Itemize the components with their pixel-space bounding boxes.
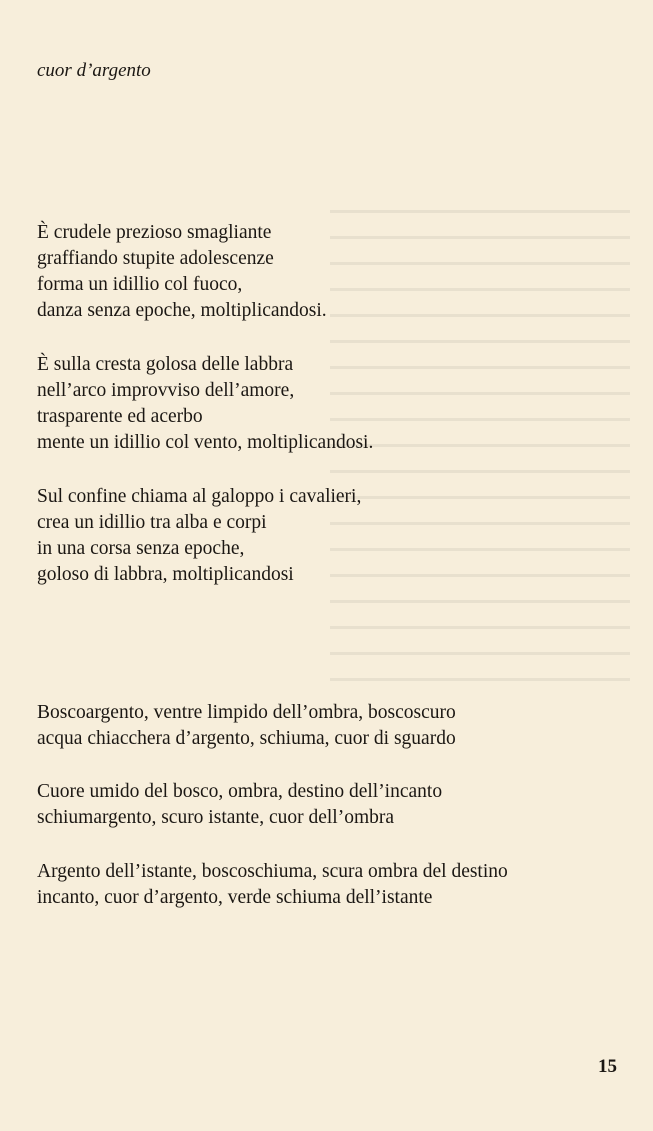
stanza-4 <box>37 700 456 752</box>
poem-line: Cuore umido del bosco, ombra, destino dell’incanto <box>37 781 443 802</box>
poem-line: È crudele prezioso smagliante <box>37 222 272 243</box>
poem-line: goloso di labbra, moltiplicandosi <box>37 564 294 585</box>
poem-line: Sul confine chiama al galoppo i cavalieri, <box>37 486 362 507</box>
poem-line: È sulla cresta golosa delle labbra <box>37 354 294 375</box>
poem-line: crea un idillio tra alba e corpi <box>37 512 267 533</box>
stanza-5 <box>37 779 442 831</box>
poem-line: forma un idillio col fuoco, <box>37 274 243 295</box>
poem-line: acqua chiacchera d’argento, schiuma, cuor di sguardo <box>37 728 456 749</box>
page-number: 15 <box>598 1056 617 1077</box>
poem-line: nell’arco improvviso dell’amore, <box>37 380 295 401</box>
poem-line: in una corsa senza epoche, <box>37 538 245 559</box>
stanza-6 <box>37 859 508 911</box>
running-header: cuor d’argento <box>37 60 151 81</box>
poem-line: danza senza epoche, moltiplicandosi. <box>37 300 327 321</box>
poem-line: Argento dell’istante, boscoschiuma, scura ombra del destino <box>37 861 508 882</box>
stanza-2 <box>37 352 373 456</box>
poem-line: mente un idillio col vento, moltiplicandosi. <box>37 432 374 453</box>
poem-line: graffiando stupite adolescenze <box>37 248 274 269</box>
poem-line: trasparente ed acerbo <box>37 406 203 427</box>
poem-line: incanto, cuor d’argento, verde schiuma dell’istante <box>37 887 433 908</box>
poem-line: schiumargento, scuro istante, cuor dell’ombra <box>37 807 395 828</box>
stanza-1 <box>37 220 327 324</box>
stanza-3 <box>37 484 361 588</box>
bleed-through-text <box>330 210 630 690</box>
poem-line: Boscoargento, ventre limpido dell’ombra, boscoscuro <box>37 702 456 723</box>
